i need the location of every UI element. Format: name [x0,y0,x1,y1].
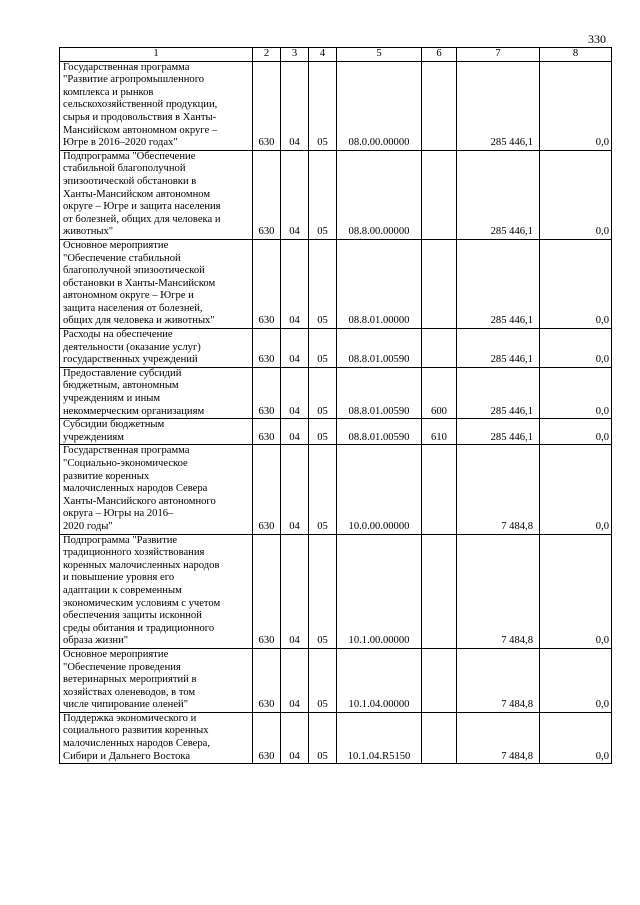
amount-cell-col8: 0,0 [540,329,612,368]
amount-cell-col7: 7 484,8 [457,712,540,763]
code-cell-col6 [422,150,457,239]
amount-cell-col7: 285 446,1 [457,150,540,239]
code-cell-col4: 05 [309,445,337,534]
code-cell-col3: 04 [281,367,309,418]
code-cell-col3: 04 [281,419,309,445]
header-cell-col1: 1 [60,48,253,62]
item-name-cell: Предоставление субсидий бюджетным, автономным учреждениям и иным некоммерческим организациям [60,367,253,418]
budget-table [59,47,612,764]
code-cell-col5: 08.8.01.00590 [337,329,422,368]
item-name-cell: Подпрограмма "Развитие традиционного хозяйствования коренных малочисленных народов и повышение уровня его адаптации к современным экономическим условиям с учетом обеспечения защиты исконной среды обитания и традиционного образа жизни" [60,534,253,648]
table-row [60,648,612,712]
table-row [60,367,612,418]
amount-cell-col7: 285 446,1 [457,239,540,328]
code-cell-col5: 10.1.04.00000 [337,648,422,712]
item-name-cell: Государственная программа "Социально-экономическое развитие коренных малочисленных народов Севера Ханты-Мансийского автономного округа – Югры на 2016– 2020 годы" [60,445,253,534]
code-cell-col2: 630 [253,419,281,445]
code-cell-col2: 630 [253,150,281,239]
code-cell-col5: 08.8.01.00590 [337,419,422,445]
amount-cell-col8: 0,0 [540,445,612,534]
code-cell-col3: 04 [281,61,309,150]
code-cell-col5: 08.0.00.00000 [337,61,422,150]
code-cell-col3: 04 [281,239,309,328]
code-cell-col5: 10.1.04.R5150 [337,712,422,763]
code-cell-col5: 08.8.00.00000 [337,150,422,239]
item-name-cell: Расходы на обеспечение деятельности (оказание услуг) государственных учреждений [60,329,253,368]
amount-cell-col7: 285 446,1 [457,367,540,418]
code-cell-col5: 08.8.01.00590 [337,367,422,418]
code-cell-col3: 04 [281,648,309,712]
code-cell-col6 [422,534,457,648]
code-cell-col6: 600 [422,367,457,418]
code-cell-col3: 04 [281,150,309,239]
item-name-cell: Государственная программа "Развитие агропромышленного комплекса и рынков сельскохозяйственной продукции, сырья и продовольствия в Ханты- Мансийском автономном округе – Югре в 2016–2020 годах" [60,61,253,150]
code-cell-col6 [422,712,457,763]
code-cell-col2: 630 [253,239,281,328]
table-row [60,534,612,648]
code-cell-col2: 630 [253,367,281,418]
code-cell-col2: 630 [253,61,281,150]
code-cell-col6 [422,61,457,150]
header-cell-col7: 7 [457,48,540,62]
amount-cell-col8: 0,0 [540,534,612,648]
code-cell-col6: 610 [422,419,457,445]
amount-cell-col8: 0,0 [540,419,612,445]
item-name-cell: Основное мероприятие "Обеспечение стабильной благополучной эпизоотической обстановки в Ханты-Мансийском автономном округе – Югре и защита населения от болезней, общих для человека и животных" [60,239,253,328]
code-cell-col4: 05 [309,648,337,712]
amount-cell-col8: 0,0 [540,648,612,712]
code-cell-col4: 05 [309,61,337,150]
code-cell-col4: 05 [309,534,337,648]
item-name-cell: Основное мероприятие "Обеспечение проведения ветеринарных мероприятий в хозяйствах оленеводов, в том числе чипирование оленей" [60,648,253,712]
code-cell-col3: 04 [281,329,309,368]
table-row [60,239,612,328]
amount-cell-col7: 7 484,8 [457,445,540,534]
header-cell-col3: 3 [281,48,309,62]
code-cell-col5: 08.8.01.00000 [337,239,422,328]
table-row [60,150,612,239]
table-row [60,61,612,150]
table-row [60,445,612,534]
code-cell-col4: 05 [309,329,337,368]
amount-cell-col7: 285 446,1 [457,61,540,150]
amount-cell-col8: 0,0 [540,712,612,763]
code-cell-col2: 630 [253,329,281,368]
table-row [60,329,612,368]
code-cell-col3: 04 [281,534,309,648]
code-cell-col6 [422,329,457,368]
code-cell-col4: 05 [309,239,337,328]
code-cell-col2: 630 [253,445,281,534]
header-cell-col2: 2 [253,48,281,62]
page-number: 330 [588,32,606,46]
amount-cell-col7: 7 484,8 [457,648,540,712]
code-cell-col6 [422,648,457,712]
code-cell-col6 [422,239,457,328]
header-cell-col5: 5 [337,48,422,62]
header-cell-col8: 8 [540,48,612,62]
header-cell-col6: 6 [422,48,457,62]
item-name-cell: Поддержка экономического и социального развития коренных малочисленных народов Севера, Сибири и Дальнего Востока [60,712,253,763]
table-row [60,712,612,763]
amount-cell-col7: 285 446,1 [457,419,540,445]
item-name-cell: Субсидии бюджетным учреждениям [60,419,253,445]
code-cell-col2: 630 [253,534,281,648]
amount-cell-col7: 285 446,1 [457,329,540,368]
code-cell-col4: 05 [309,712,337,763]
code-cell-col6 [422,445,457,534]
amount-cell-col8: 0,0 [540,239,612,328]
amount-cell-col7: 7 484,8 [457,534,540,648]
code-cell-col4: 05 [309,367,337,418]
code-cell-col2: 630 [253,648,281,712]
code-cell-col4: 05 [309,419,337,445]
code-cell-col3: 04 [281,445,309,534]
code-cell-col2: 630 [253,712,281,763]
item-name-cell: Подпрограмма "Обеспечение стабильной благополучной эпизоотической обстановки в Ханты-Мансийском автономном округе – Югре и защита населения от болезней, общих для человека и животных" [60,150,253,239]
amount-cell-col8: 0,0 [540,367,612,418]
code-cell-col5: 10.1.00.00000 [337,534,422,648]
header-row [60,48,612,62]
code-cell-col3: 04 [281,712,309,763]
amount-cell-col8: 0,0 [540,61,612,150]
amount-cell-col8: 0,0 [540,150,612,239]
table-row [60,419,612,445]
code-cell-col5: 10.0.00.00000 [337,445,422,534]
code-cell-col4: 05 [309,150,337,239]
header-cell-col4: 4 [309,48,337,62]
